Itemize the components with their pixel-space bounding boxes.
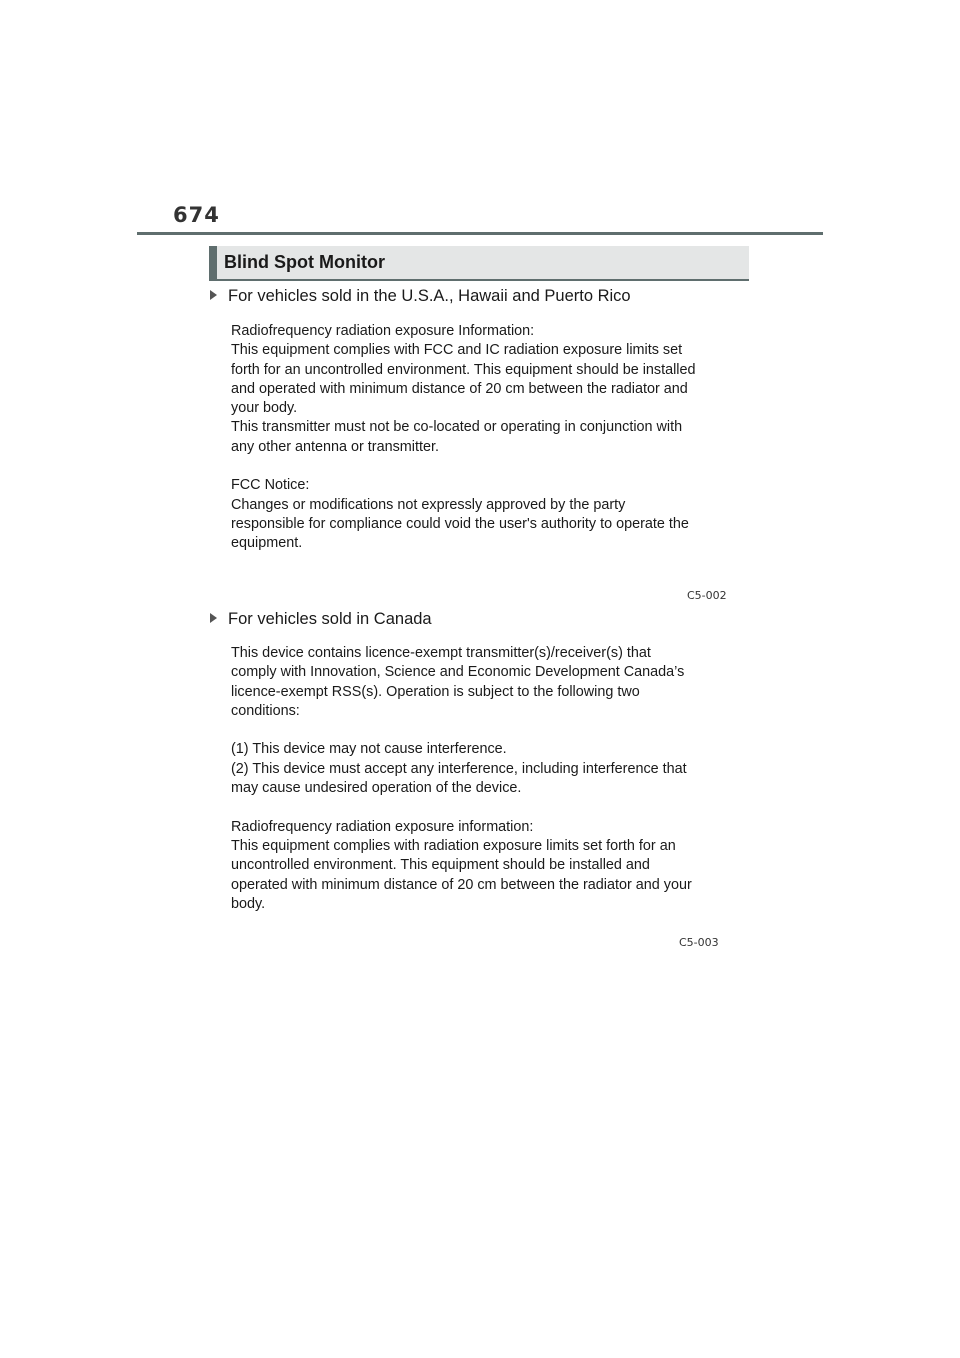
subheading-canada: [210, 610, 432, 629]
section-header: [209, 246, 749, 281]
label-blank-line: [231, 721, 736, 740]
subheading-usa: [210, 287, 631, 306]
label-code-canada: C5-003: [679, 936, 719, 949]
label-line: comply with Innovation, Science and Economic Development Canada’s: [231, 664, 685, 681]
label-blank-line: [231, 457, 736, 476]
label-line: your body.: [231, 400, 298, 417]
label-line: may cause undesired operation of the device.: [231, 780, 522, 797]
section-title: Blind Spot Monitor: [224, 252, 385, 272]
label-line: (1) This device may not cause interference.: [231, 741, 507, 758]
label-line: (2) This device must accept any interference, including interference that: [231, 760, 687, 777]
label-line: This device contains licence-exempt transmitter(s)/receiver(s) that: [231, 645, 651, 661]
label-line: Changes or modifications not expressly approved by the party: [231, 496, 626, 513]
label-line: and operated with minimum distance of 20 cm between the radiator and: [231, 380, 688, 397]
label-line: licence-exempt RSS(s). Operation is subject to the following two: [231, 683, 640, 700]
section-header-accent-bar: [209, 246, 217, 279]
label-line: This transmitter must not be co-located or operating in conjunction with: [231, 419, 683, 436]
arrow-right-icon: [210, 613, 217, 623]
label-line: conditions:: [231, 702, 300, 719]
label-line: This equipment complies with radiation exposure limits set forth for an: [231, 837, 676, 854]
canada-regulatory-label: [231, 644, 736, 914]
label-line: uncontrolled environment. This equipment should be installed and: [231, 857, 650, 874]
label-line: Radiofrequency radiation exposure information:: [231, 818, 534, 835]
subheading-canada-label: For vehicles sold in Canada: [228, 610, 432, 628]
label-line: Radiofrequency radiation exposure Information:: [231, 323, 535, 339]
label-blank-line: [231, 798, 736, 817]
label-line: operated with minimum distance of 20 cm between the radiator and your: [231, 876, 692, 893]
label-line: forth for an uncontrolled environment. This equipment should be installed: [231, 361, 696, 378]
header-divider: [137, 232, 823, 235]
label-line: body.: [231, 895, 266, 912]
label-line: responsible for compliance could void the user's authority to operate the: [231, 515, 689, 532]
arrow-right-icon: [210, 290, 217, 300]
page-number: 674: [173, 203, 220, 227]
label-line: any other antenna or transmitter.: [231, 438, 439, 455]
label-line: FCC Notice:: [231, 477, 310, 494]
usa-regulatory-label: [231, 322, 736, 554]
label-code-usa: C5-002: [687, 589, 727, 602]
label-line: equipment.: [231, 535, 303, 552]
label-line: This equipment complies with FCC and IC radiation exposure limits set: [231, 342, 683, 359]
subheading-usa-label: For vehicles sold in the U.S.A., Hawaii and Puerto Rico: [228, 287, 631, 305]
